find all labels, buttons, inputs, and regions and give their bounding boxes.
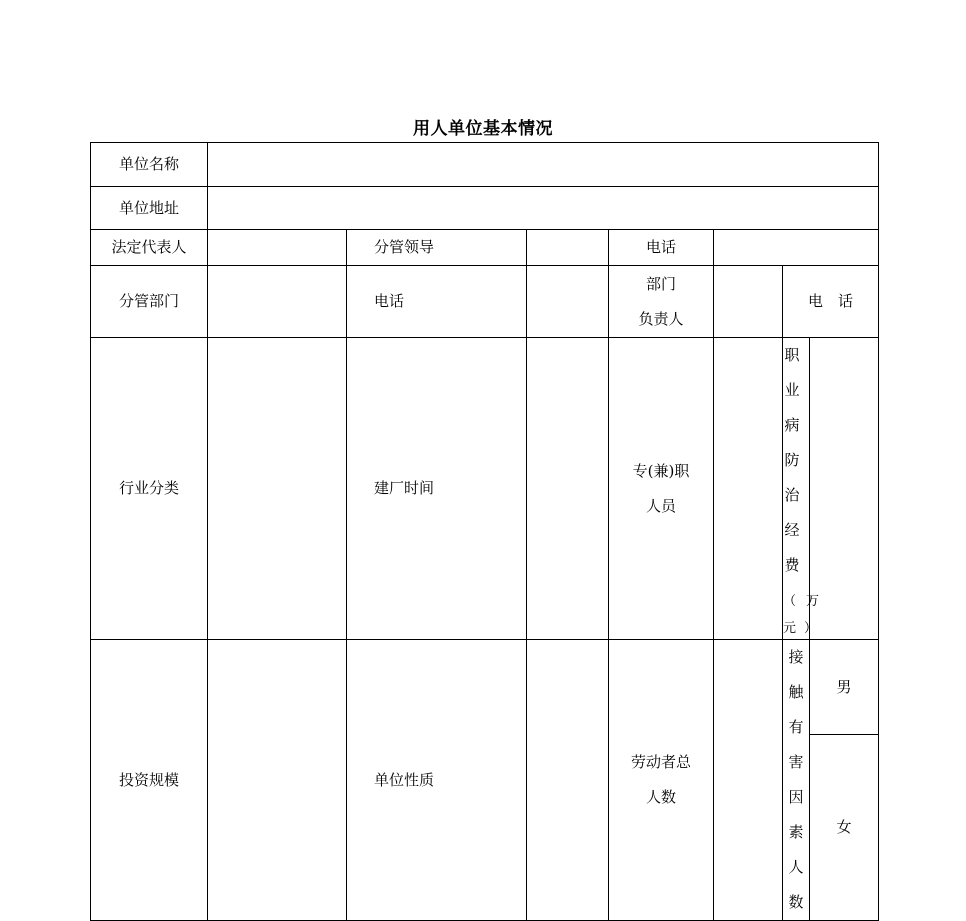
leader-label: 分管领导 [347,230,527,266]
workers-label-line2: 人数 [645,788,676,806]
staff-label-line2: 人员 [645,496,676,515]
unit-name-field[interactable] [208,143,879,187]
unit-address-field[interactable] [208,187,879,230]
workers-field[interactable] [714,640,783,921]
founding-time-field[interactable] [527,338,609,640]
fee-label-line3a: 费 [784,556,808,574]
staff-label [609,338,714,640]
staff-field[interactable] [714,338,783,640]
fee-label-line4: 元） [783,621,826,636]
phone-label: 电话 [609,230,714,266]
fee-label-line3b: （万 [783,594,830,609]
phone-field[interactable] [714,230,879,266]
fee-label [783,338,830,640]
fee-label-line3 [783,548,830,619]
unit-nature-field[interactable] [527,640,609,921]
row-investment-top [91,640,879,735]
dept-head-field[interactable] [714,266,783,338]
industry-label: 行业分类 [91,338,208,640]
dept-head-label [609,266,714,338]
dept-head-label-line1: 部门 [645,274,676,293]
employer-info-table [90,142,879,921]
phone-2-field[interactable] [527,266,609,338]
staff-label-line1: 专(兼)职 [632,461,690,480]
workers-label-line1: 劳动者总 [630,753,691,771]
founding-time-label: 建厂时间 [347,338,527,640]
legal-rep-label: 法定代表人 [91,230,208,266]
row-unit-name [91,143,879,187]
investment-field[interactable] [208,640,347,921]
row-unit-address [91,187,879,230]
exposed-label-line1: 接触有 [788,648,804,736]
unit-nature-label: 单位性质 [347,640,527,921]
dept-field[interactable] [208,266,347,338]
unit-address-label: 单位地址 [91,187,208,230]
legal-rep-field[interactable] [208,230,347,266]
leader-field[interactable] [527,230,609,266]
dept-label: 分管部门 [91,266,208,338]
investment-label: 投资规模 [91,640,208,921]
dept-head-label-line2: 负责人 [638,309,684,328]
document-title: 用人单位基本情况 [413,119,553,139]
exposed-label [783,640,810,921]
row-legal-rep [91,230,879,266]
industry-field[interactable] [208,338,347,640]
fee-label-line1: 职业病 [784,346,808,434]
male-label: 男 [810,640,879,735]
female-label: 女 [810,735,879,921]
exposed-label-line2: 害因素 [788,753,804,841]
row-dept [91,266,879,338]
unit-name-label: 单位名称 [91,143,208,187]
row-industry [91,338,879,640]
phone-2-label: 电话 [347,266,527,338]
fee-label-line2: 防治经 [784,451,808,539]
exposed-label-line3: 人数 [788,858,804,911]
phone-3-label: 电 话 [783,266,879,338]
workers-label [609,640,714,921]
